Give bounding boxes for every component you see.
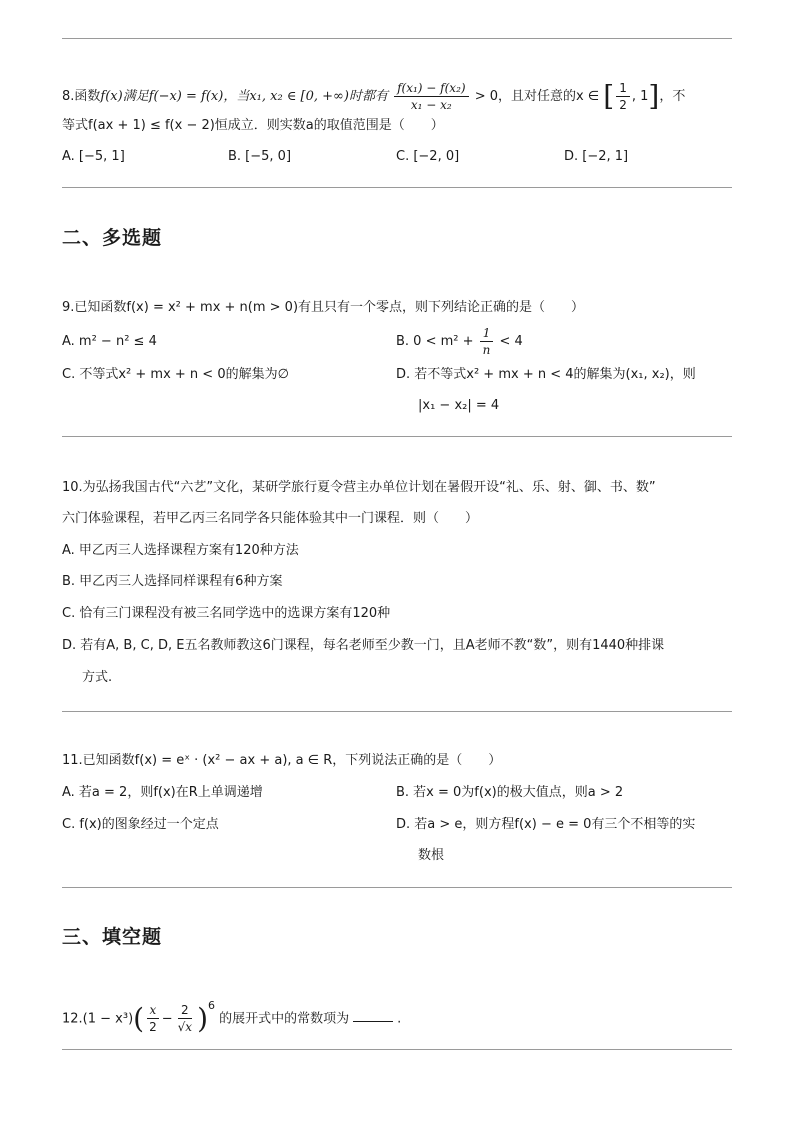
q8-right-bracket: ] [648,79,660,113]
q8-interval-fraction [616,80,630,113]
q9-b-num: 1 [480,325,494,342]
q12-fraction-1 [146,1002,160,1035]
q8-line1 [62,80,685,113]
q11-option-d-line2: 数根 [418,848,445,863]
q12-minus: − [161,1011,173,1027]
q11-option-a: A. 若a = 2，则f(x)在R上单调递增 [62,785,263,800]
q9-option-c: C. 不等式x² + mx + n < 0的解集为∅ [62,367,289,382]
q12-frac2-den: √x [177,1020,193,1035]
q9-b-den: n [482,343,491,357]
q8-option-a: A. [−5, 1] [62,149,125,164]
q10-option-c: C. 恰有三门课程没有被三名同学选中的选课方案有120种 [62,606,391,621]
q12-frac1-num: x [147,1002,160,1019]
divider-q11 [62,887,732,888]
q12-line [62,994,401,1039]
q8-number: 8.函数 [62,89,101,104]
divider-q9 [62,436,732,437]
q9-option-b-fraction [480,325,494,358]
q11-option-c: C. f(x)的图象经过一个定点 [62,817,219,832]
section-heading-fill-in: 三、填空题 [62,926,163,948]
q8-condition: f(x)满足f(−x) = f(x)，当x₁, x₂ ∈ [0, +∞)时都有 [100,89,388,104]
q12-left-paren: ( [133,1001,145,1035]
q9-option-d-line2: |x₁ − x₂| = 4 [418,398,500,413]
q12-prefix: 12.(1 − x³) [62,1011,134,1027]
divider-top [62,38,732,39]
divider-q8 [62,187,732,188]
q12-fraction-2 [175,1002,195,1035]
q12-answer-blank[interactable] [353,1009,393,1022]
q12-frac1-den: 2 [149,1020,157,1035]
q8-line1-end: ，不 [659,89,686,104]
q8-left-bracket: [ [603,79,615,113]
q8-interval-num: 1 [616,80,630,97]
q8-interval-rest: , 1 [631,89,649,104]
q8-frac-numerator: f(x₁) − f(x₂) [394,80,468,97]
q8-interval-den: 2 [619,98,627,112]
q8-option-c: C. [−2, 0] [396,149,460,164]
q12-right-paren: ) [197,1001,208,1035]
q9-option-d-line1: D. 若不等式x² + mx + n < 4的解集为(x₁, x₂)，则 [396,367,696,382]
q8-fraction [394,80,468,113]
q9-option-b [396,322,523,362]
q8-frac-denominator: x₁ − x₂ [410,98,452,112]
q9-stem: 9.已知函数f(x) = x² + mx + n(m > 0)有且只有一个零点，则下列结论正确的是（ ） [62,300,585,315]
q12-exponent: 6 [208,999,215,1012]
q12-frac2-num: 2 [178,1002,192,1019]
q10-stem-line1: 10.为弘扬我国古代“六艺”文化，某研学旅行夏令营主办单位计划在暑假开设“礼、乐、射、御、书、数” [62,480,656,495]
section-heading-multiple-choice: 二、多选题 [62,227,163,249]
q8-option-b: B. [−5, 0] [228,149,292,164]
q9-option-b-suffix: < 4 [499,334,523,349]
q11-option-b: B. 若x = 0为f(x)的极大值点，则a > 2 [396,785,624,800]
q8-line2: 等式f(ax + 1) ≤ f(x − 2)恒成立．则实数a的取值范围是（ ） [62,118,444,133]
q11-stem: 11.已知函数f(x) = eˣ · (x² − ax + a), a ∈ R，下列说法正确的是（ ） [62,753,502,768]
q10-option-a: A. 甲乙丙三人选择课程方案有120种方法 [62,543,299,558]
divider-q10 [62,711,732,712]
q12-end: . [397,1011,402,1027]
q8-mid: > 0，且对任意的x ∈ [474,89,600,104]
q9-option-b-prefix: B. 0 < m² + [396,334,474,349]
q9-option-a: A. m² − n² ≤ 4 [62,334,157,349]
q10-option-d-line1: D. 若有A, B, C, D, E五名教师教这6门课程，每名老师至少教一门，且A老师不教“数”，则有1440种排课 [62,638,665,653]
q8-option-d: D. [−2, 1] [564,149,629,164]
divider-bottom [62,1049,732,1050]
q11-option-d-line1: D. 若a > e，则方程f(x) − e = 0有三个不相等的实 [396,817,696,832]
q12-suffix: 的展开式中的常数项为 [219,1011,350,1027]
q10-option-b: B. 甲乙丙三人选择同样课程有6种方案 [62,574,283,589]
q10-stem-line2: 六门体验课程，若甲乙丙三名同学各只能体验其中一门课程．则（ ） [62,511,479,526]
q10-option-d-line2: 方式. [82,670,113,685]
